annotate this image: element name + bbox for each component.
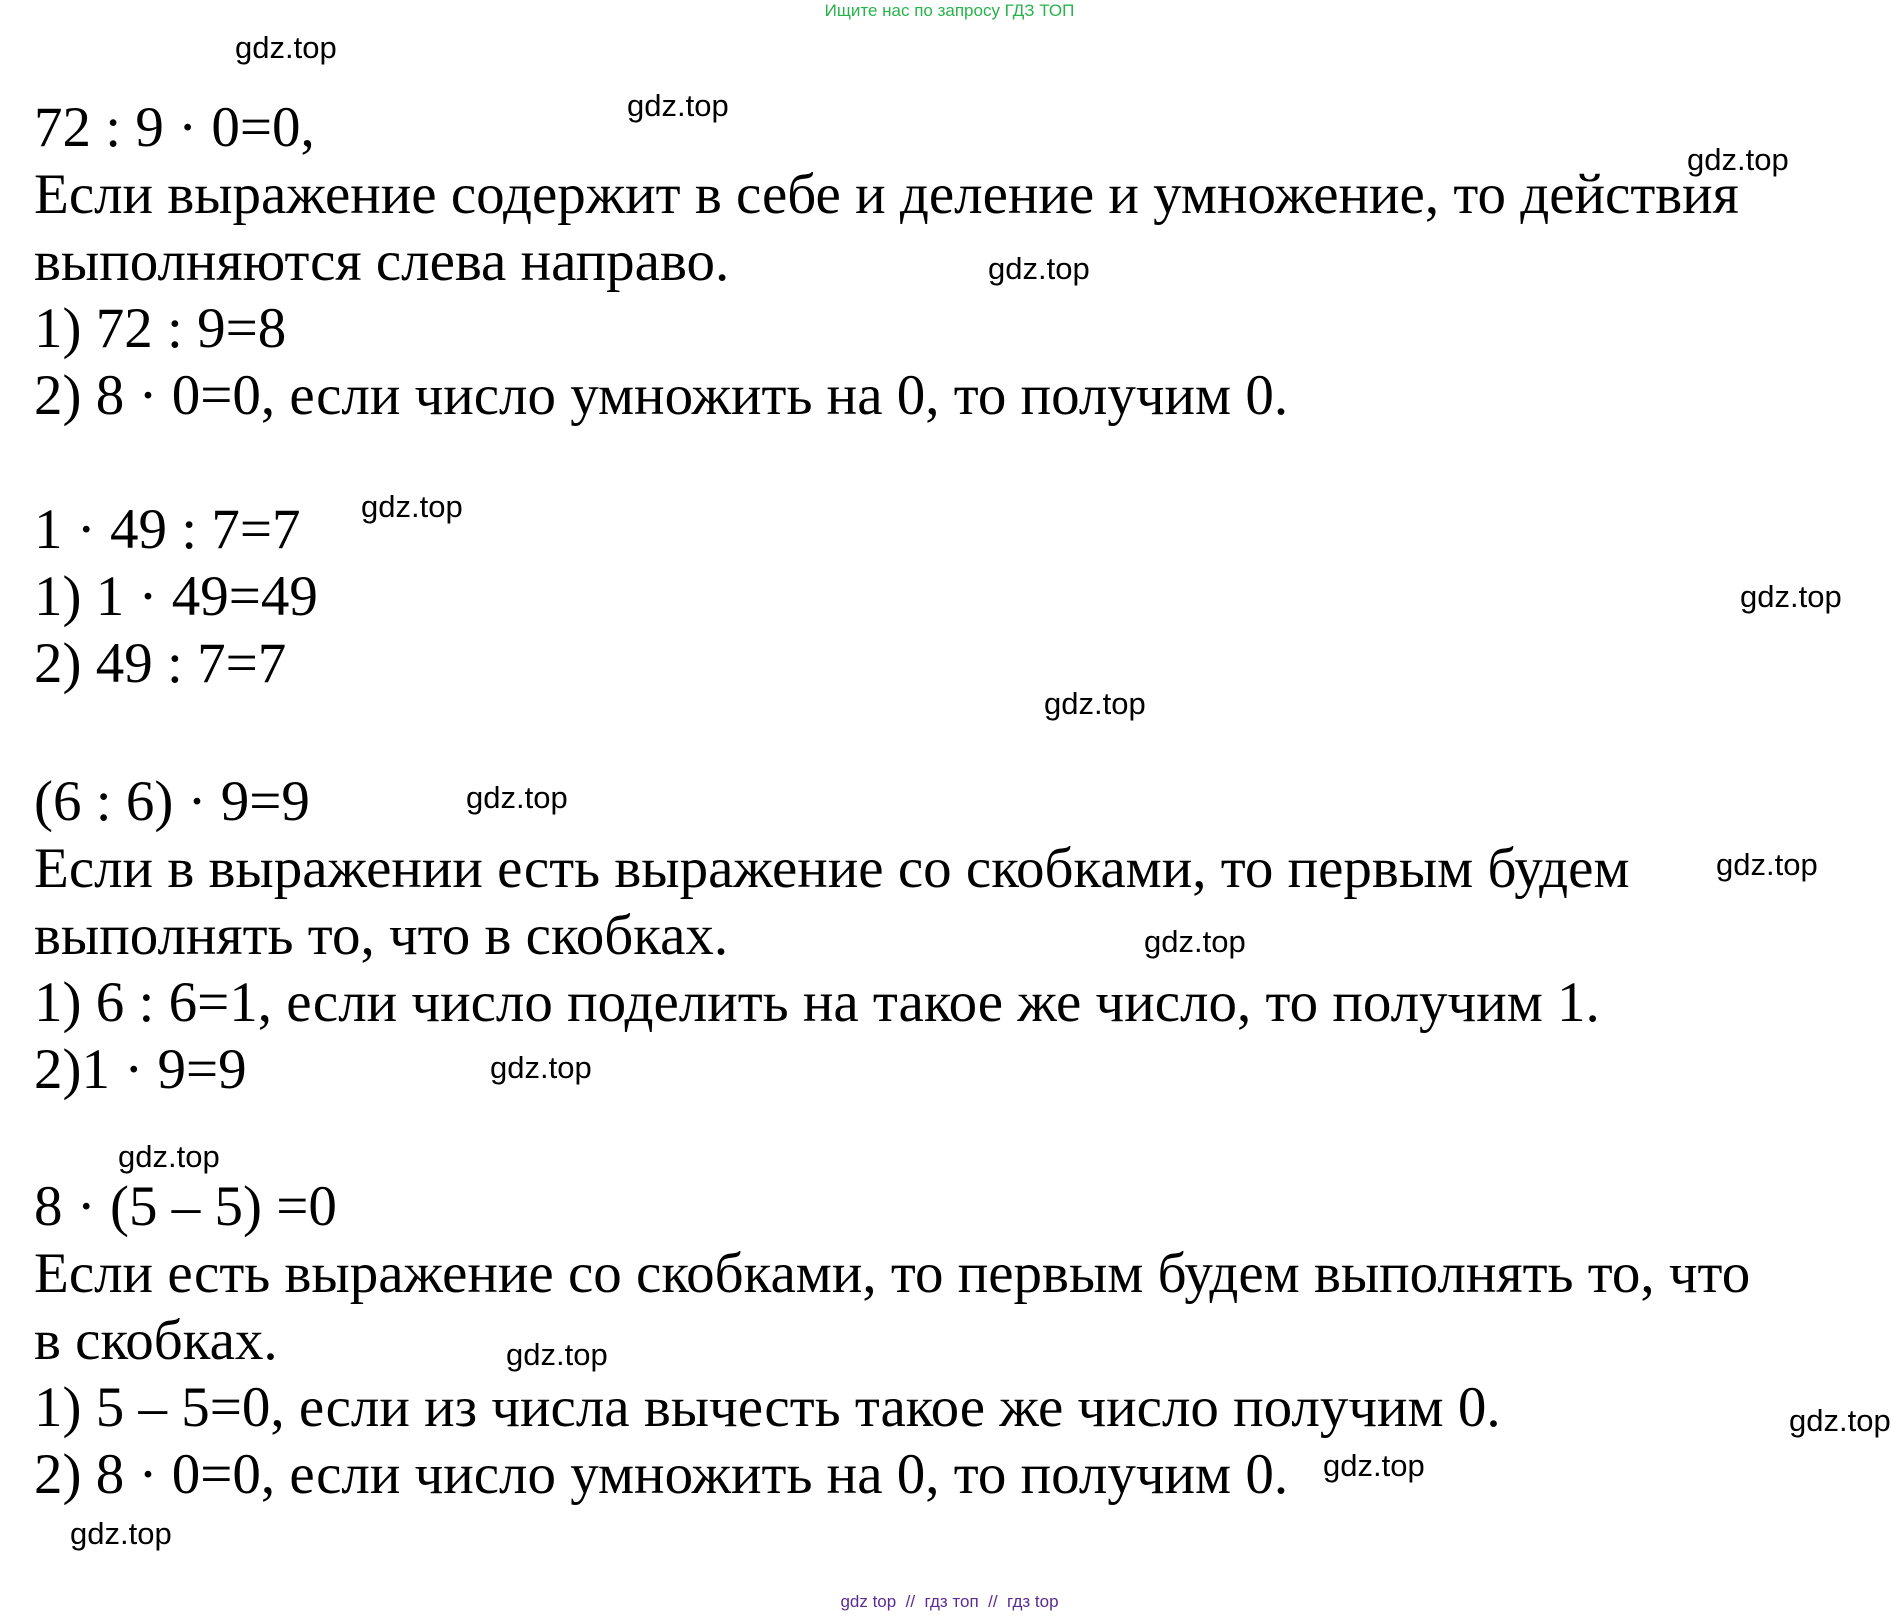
watermark: gdz.top — [118, 1139, 220, 1174]
watermark: gdz.top — [1144, 924, 1246, 959]
watermark: gdz.top — [988, 251, 1090, 286]
explanation-line: выполнять то, что в скобках. — [34, 904, 729, 967]
explanation-line: в скобках. — [34, 1309, 278, 1372]
expression-line: 8 · (5 – 5) =0 — [34, 1175, 337, 1238]
explanation-line: выполняются слева направо. — [34, 230, 730, 293]
watermark: gdz.top — [466, 780, 568, 815]
expression-line: 1 · 49 : 7=7 — [34, 498, 301, 561]
expression-line: (6 : 6) · 9=9 — [34, 770, 310, 833]
watermark: gdz.top — [1323, 1448, 1425, 1483]
watermark: gdz.top — [627, 88, 729, 123]
watermark: gdz.top — [1044, 686, 1146, 721]
watermark: gdz.top — [490, 1050, 592, 1085]
explanation-line: Если в выражении есть выражение со скобками, то первым будем — [34, 837, 1630, 900]
watermark: gdz.top — [1740, 579, 1842, 614]
explanation-line: Если есть выражение со скобками, то первым будем выполнять то, что — [34, 1242, 1751, 1305]
step-line: 2)1 · 9=9 — [34, 1038, 247, 1101]
step-line: 1) 1 · 49=49 — [34, 565, 318, 628]
step-line: 1) 5 – 5=0, если из числа вычесть такое же число получим 0. — [34, 1376, 1501, 1439]
step-line: 2) 8 · 0=0, если число умножить на 0, то получим 0. — [34, 1443, 1289, 1506]
watermark: gdz.top — [235, 30, 337, 65]
step-line: 1) 72 : 9=8 — [34, 297, 287, 360]
watermark: gdz.top — [1789, 1403, 1891, 1438]
watermark: gdz.top — [1687, 142, 1789, 177]
watermark: gdz.top — [506, 1337, 608, 1372]
footer-text: gdz top // гдз топ // гдз top — [840, 1592, 1059, 1611]
watermark: gdz.top — [70, 1516, 172, 1551]
banner-text: Ищите нас по запросу ГДЗ ТОП — [824, 1, 1075, 20]
watermark: gdz.top — [361, 489, 463, 524]
step-line: 2) 49 : 7=7 — [34, 632, 287, 695]
explanation-line: Если выражение содержит в себе и деление и умножение, то действия — [34, 163, 1739, 226]
watermark: gdz.top — [1716, 847, 1818, 882]
expression-line: 72 : 9 · 0=0, — [34, 96, 315, 159]
top-banner — [0, 0, 1899, 22]
step-line: 2) 8 · 0=0, если число умножить на 0, то получим 0. — [34, 364, 1289, 427]
step-line: 1) 6 : 6=1, если число поделить на такое же число, то получим 1. — [34, 971, 1600, 1034]
footer — [0, 1591, 1899, 1613]
